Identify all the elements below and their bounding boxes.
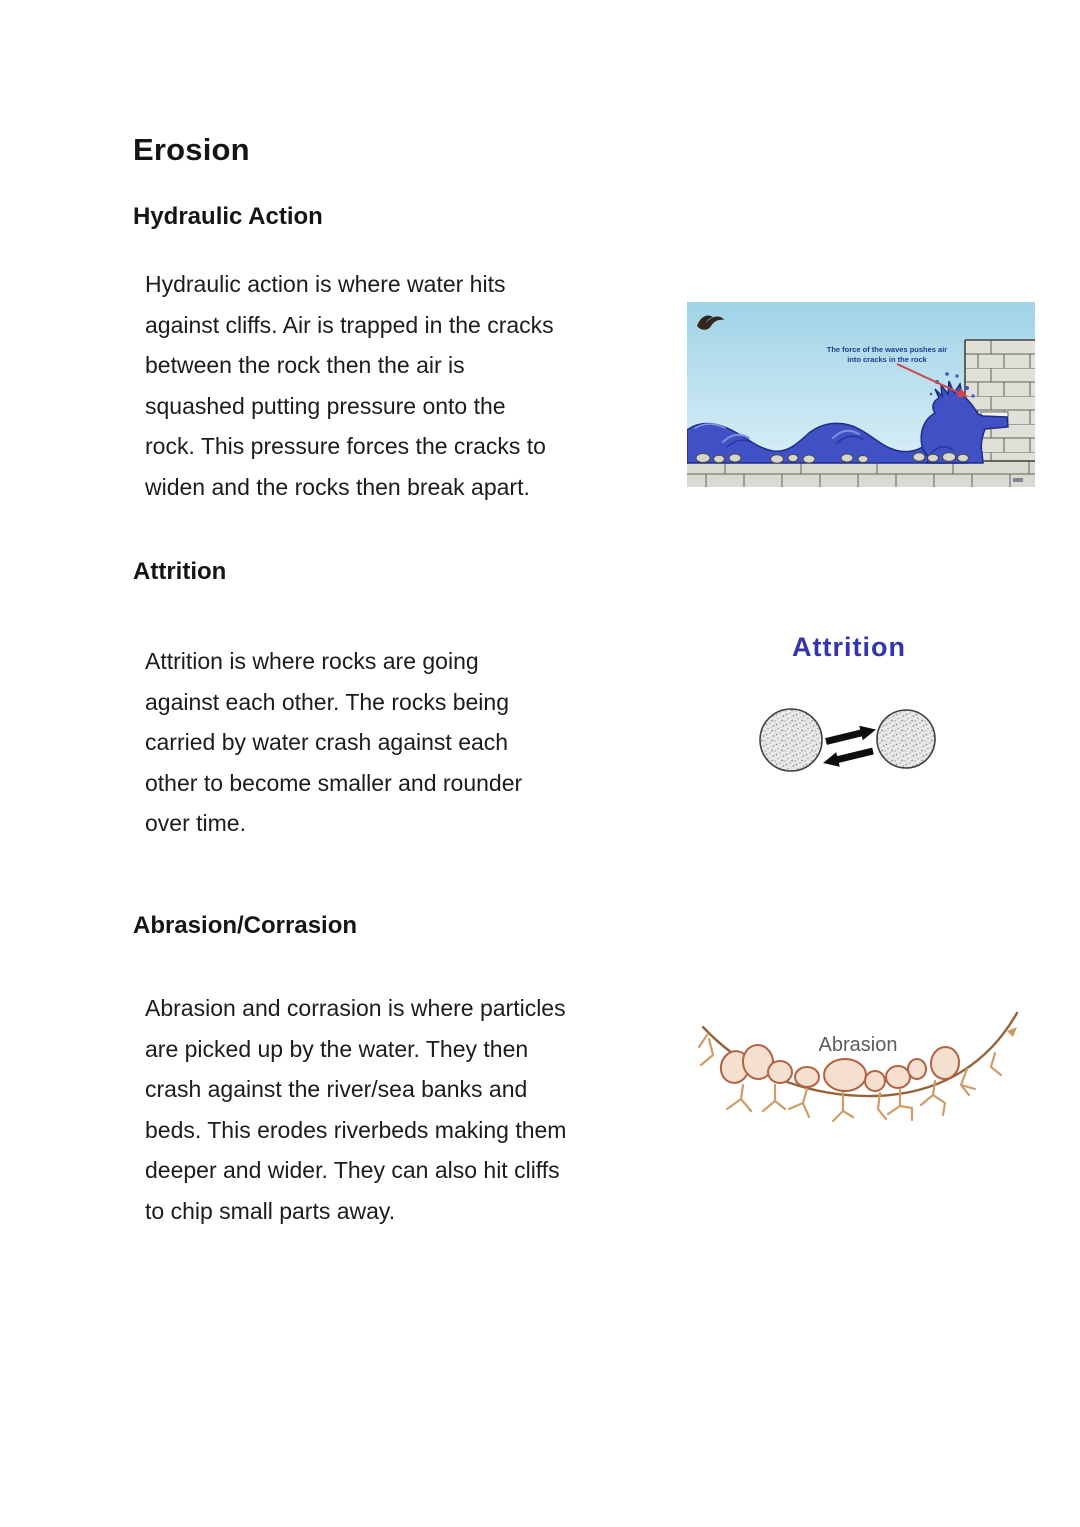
rock-ledge <box>687 461 1035 487</box>
rock-right <box>877 710 935 768</box>
paragraph-line: carried by water crash against each <box>145 729 509 756</box>
section-heading-abrasion-corrasion: Abrasion/Corrasion <box>133 912 358 939</box>
paragraph-line: between the rock then the air is <box>145 352 465 379</box>
watermark <box>1013 478 1023 482</box>
section-heading-attrition: Attrition <box>133 558 227 585</box>
attrition-paragraph <box>145 641 522 844</box>
paragraph-line: rock. This pressure forces the cracks to <box>145 433 546 460</box>
exchange-arrows <box>823 726 876 767</box>
paragraph-line: to chip small parts away. <box>145 1197 396 1224</box>
paragraph-line: over time. <box>145 810 246 837</box>
section-heading-hydraulic-action: Hydraulic Action <box>133 203 323 230</box>
paragraph-line: Attrition is where rocks are going <box>145 648 479 674</box>
paragraph-line: against each other. The rocks being <box>145 688 509 715</box>
caption-line-1: The force of the waves pushes air <box>826 345 948 354</box>
arrow-left <box>823 748 874 767</box>
paragraph-line: widen and the rocks then break apart. <box>145 473 530 500</box>
abrasion-figure-label: Abrasion <box>818 1034 898 1056</box>
hydraulic-action-figure <box>687 302 1035 487</box>
paragraph-line: Abrasion and corrasion is where particles <box>145 995 566 1021</box>
paragraph-line: are picked up by the water. They then <box>145 1035 529 1062</box>
paragraph-line: crash against the river/sea banks and <box>145 1076 528 1103</box>
paragraph-line: deeper and wider. They can also hit cliffs <box>145 1157 560 1184</box>
paragraph-line: other to become smaller and rounder <box>145 769 523 796</box>
attrition-figure <box>735 612 975 787</box>
arrow-right <box>825 726 876 745</box>
page-title: Erosion <box>133 132 250 167</box>
paragraph-line: squashed putting pressure onto the <box>145 392 506 419</box>
abrasion-figure <box>695 1005 1025 1150</box>
rock-left <box>760 709 822 771</box>
attrition-figure-title: Attrition <box>792 632 906 662</box>
paragraph-line: Hydraulic action is where water hits <box>145 271 506 297</box>
caption-line-2: into cracks in the rock <box>847 355 927 364</box>
hydraulic-action-paragraph <box>145 264 554 508</box>
abrasion-paragraph <box>145 988 566 1232</box>
paragraph-line: beds. This erodes riverbeds making them <box>145 1116 567 1143</box>
paragraph-line: against cliffs. Air is trapped in the cracks <box>145 311 554 338</box>
